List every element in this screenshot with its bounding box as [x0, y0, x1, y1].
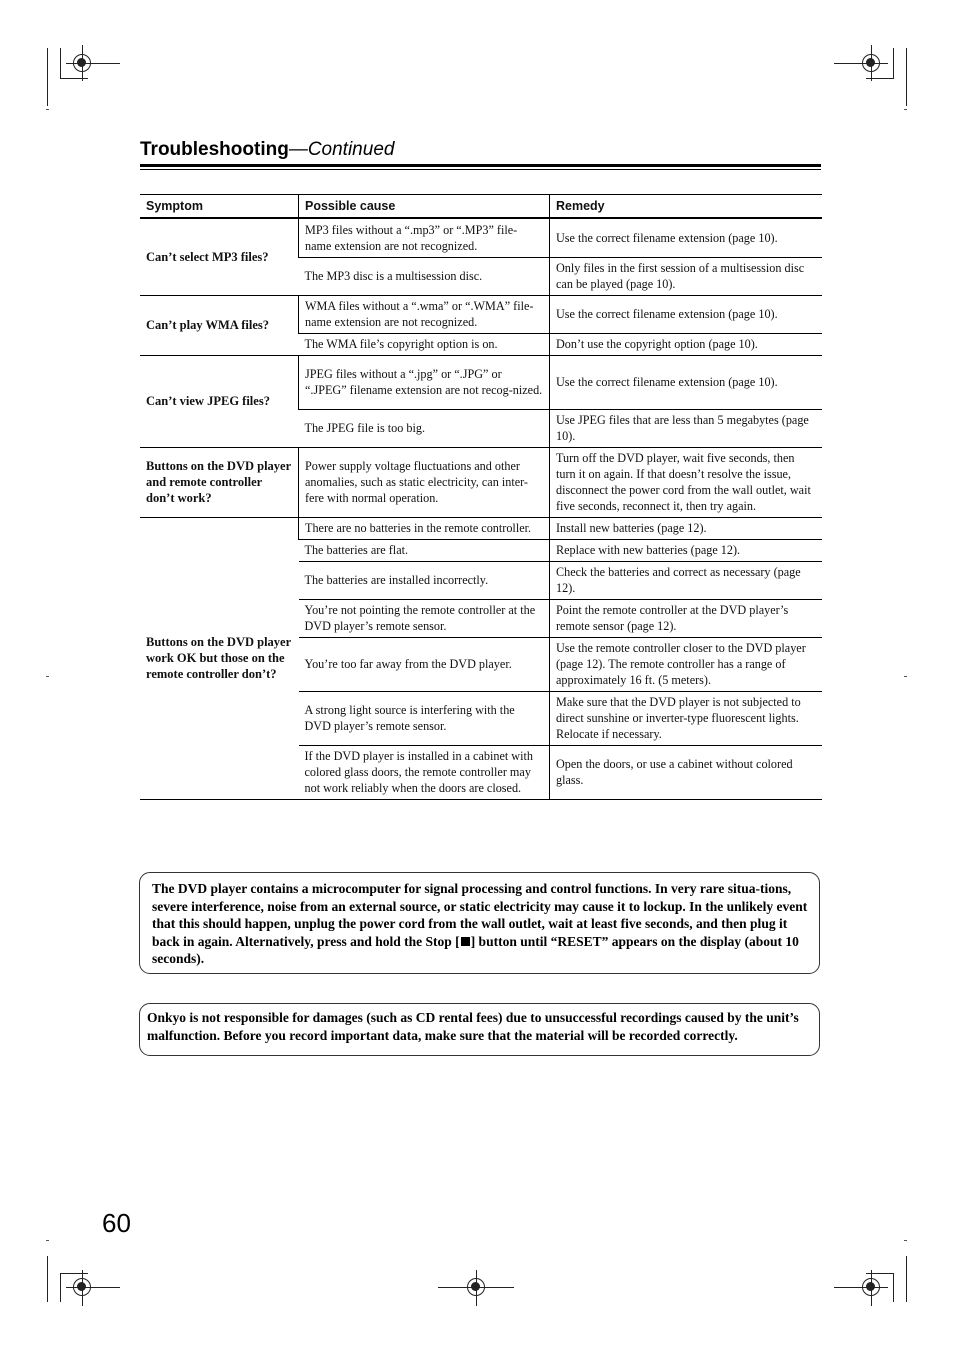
- registration-mark-icon: [73, 1278, 91, 1296]
- remedy-cell: Use JPEG files that are less than 5 megabytes (page 10).: [550, 409, 823, 447]
- troubleshooting-table: [140, 194, 822, 800]
- registration-mark-icon: [467, 1278, 485, 1296]
- remedy-cell: Check the batteries and correct as necessary (page 12).: [550, 561, 823, 599]
- remedy-cell: Make sure that the DVD player is not subjected to direct sunshine or inverter-type fluorescent lights. Relocate if necessary.: [550, 691, 823, 745]
- remedy-cell: Use the correct filename extension (page 10).: [550, 295, 823, 333]
- remedy-cell: Replace with new batteries (page 12).: [550, 539, 823, 561]
- symptom-cell: Buttons on the DVD player and remote controller don’t work?: [140, 447, 299, 517]
- symptom-cell: Can’t play WMA files?: [140, 295, 299, 355]
- cause-cell: A strong light source is interfering with the DVD player’s remote sensor.: [299, 691, 550, 745]
- cause-cell: The batteries are installed incorrectly.: [299, 561, 550, 599]
- cause-cell: The JPEG file is too big.: [299, 409, 550, 447]
- page-title: Troubleshooting: [140, 139, 289, 160]
- cause-cell: The batteries are flat.: [299, 539, 550, 561]
- registration-mark-icon: [862, 1278, 880, 1296]
- cause-cell: You’re too far away from the DVD player.: [299, 637, 550, 691]
- registration-mark-icon: [73, 54, 91, 72]
- cause-cell: WMA files without a “.wma” or “.WMA” file-name extension are not recognized.: [299, 295, 550, 333]
- symptom-cell: Can’t select MP3 files?: [140, 218, 299, 295]
- cause-cell: The MP3 disc is a multisession disc.: [299, 257, 550, 295]
- remedy-cell: Open the doors, or use a cabinet without colored glass.: [550, 745, 823, 799]
- page-number: 60: [102, 1208, 131, 1238]
- page-header: [140, 139, 821, 161]
- table-row: [140, 517, 822, 539]
- microcomputer-note-text-end: ] button until “RESET” appears on the display (about 10 seconds).: [152, 933, 799, 967]
- column-header-cause: Possible cause: [299, 195, 550, 219]
- table-row: [140, 295, 822, 333]
- column-header-remedy: Remedy: [550, 195, 823, 219]
- cause-cell: MP3 files without a “.mp3” or “.MP3” file-name extension are not recognized.: [299, 218, 550, 257]
- remedy-cell: Don’t use the copyright option (page 10).: [550, 333, 823, 355]
- remedy-cell: Point the remote controller at the DVD player’s remote sensor (page 12).: [550, 599, 823, 637]
- page-subtitle: —Continued: [288, 139, 395, 160]
- header-rule: [140, 164, 821, 167]
- remedy-cell: Use the correct filename extension (page 10).: [550, 218, 823, 257]
- column-header-symptom: Symptom: [140, 195, 299, 219]
- table-row: [140, 447, 822, 517]
- cause-cell: The WMA file’s copyright option is on.: [299, 333, 550, 355]
- symptom-cell: Can’t view JPEG files?: [140, 355, 299, 447]
- microcomputer-note-box: [139, 872, 820, 974]
- table-header-row: [140, 195, 822, 219]
- cause-cell: There are no batteries in the remote controller.: [299, 517, 550, 539]
- header-rule-thin: [140, 169, 821, 170]
- cause-cell: JPEG files without a “.jpg” or “.JPG” or “.JPEG” filename extension are not recog-nized.: [299, 355, 550, 409]
- remedy-cell: Use the remote controller closer to the DVD player (page 12). The remote controller has a range of approximately 16 ft. (5 meters).: [550, 637, 823, 691]
- cause-cell: You’re not pointing the remote controller at the DVD player’s remote sensor.: [299, 599, 550, 637]
- remedy-cell: Only files in the first session of a multisession disc can be played (page 10).: [550, 257, 823, 295]
- symptom-cell: Buttons on the DVD player work OK but those on the remote controller don’t?: [140, 517, 299, 799]
- disclaimer-note-box: [139, 1003, 820, 1056]
- table-row: [140, 218, 822, 257]
- microcomputer-note-text: The DVD player contains a microcomputer for signal processing and control functions. In very rare situa-tions, severe interference, noise from an external source, or static electricity may cause it to lockup. In the unlikely event that this should happen, unplug the power cord from the wall outlet, wait at least five seconds, and then plug it back in again. Alternatively, press and hold the Stop [: [152, 881, 808, 949]
- remedy-cell: Install new batteries (page 12).: [550, 517, 823, 539]
- cause-cell: If the DVD player is installed in a cabinet with colored glass doors, the remote controller may not work reliably when the doors are closed.: [299, 745, 550, 799]
- remedy-cell: Use the correct filename extension (page 10).: [550, 355, 823, 409]
- stop-square-icon: [461, 937, 470, 946]
- remedy-cell: Turn off the DVD player, wait five seconds, then turn it on again. If that doesn’t resolve the issue, disconnect the power cord from the wall outlet, wait five seconds, reconnect it, then try again.: [550, 447, 823, 517]
- disclaimer-note-text: Onkyo is not responsible for damages (such as CD rental fees) due to unsuccessful recordings caused by the unit’s malfunction. Before you record important data, make sure that the material will be recorded correctly.: [147, 1010, 799, 1043]
- table-row: [140, 355, 822, 409]
- cause-cell: Power supply voltage fluctuations and other anomalies, such as static electricity, can inter-fere with normal operation.: [299, 447, 550, 517]
- registration-mark-icon: [862, 54, 880, 72]
